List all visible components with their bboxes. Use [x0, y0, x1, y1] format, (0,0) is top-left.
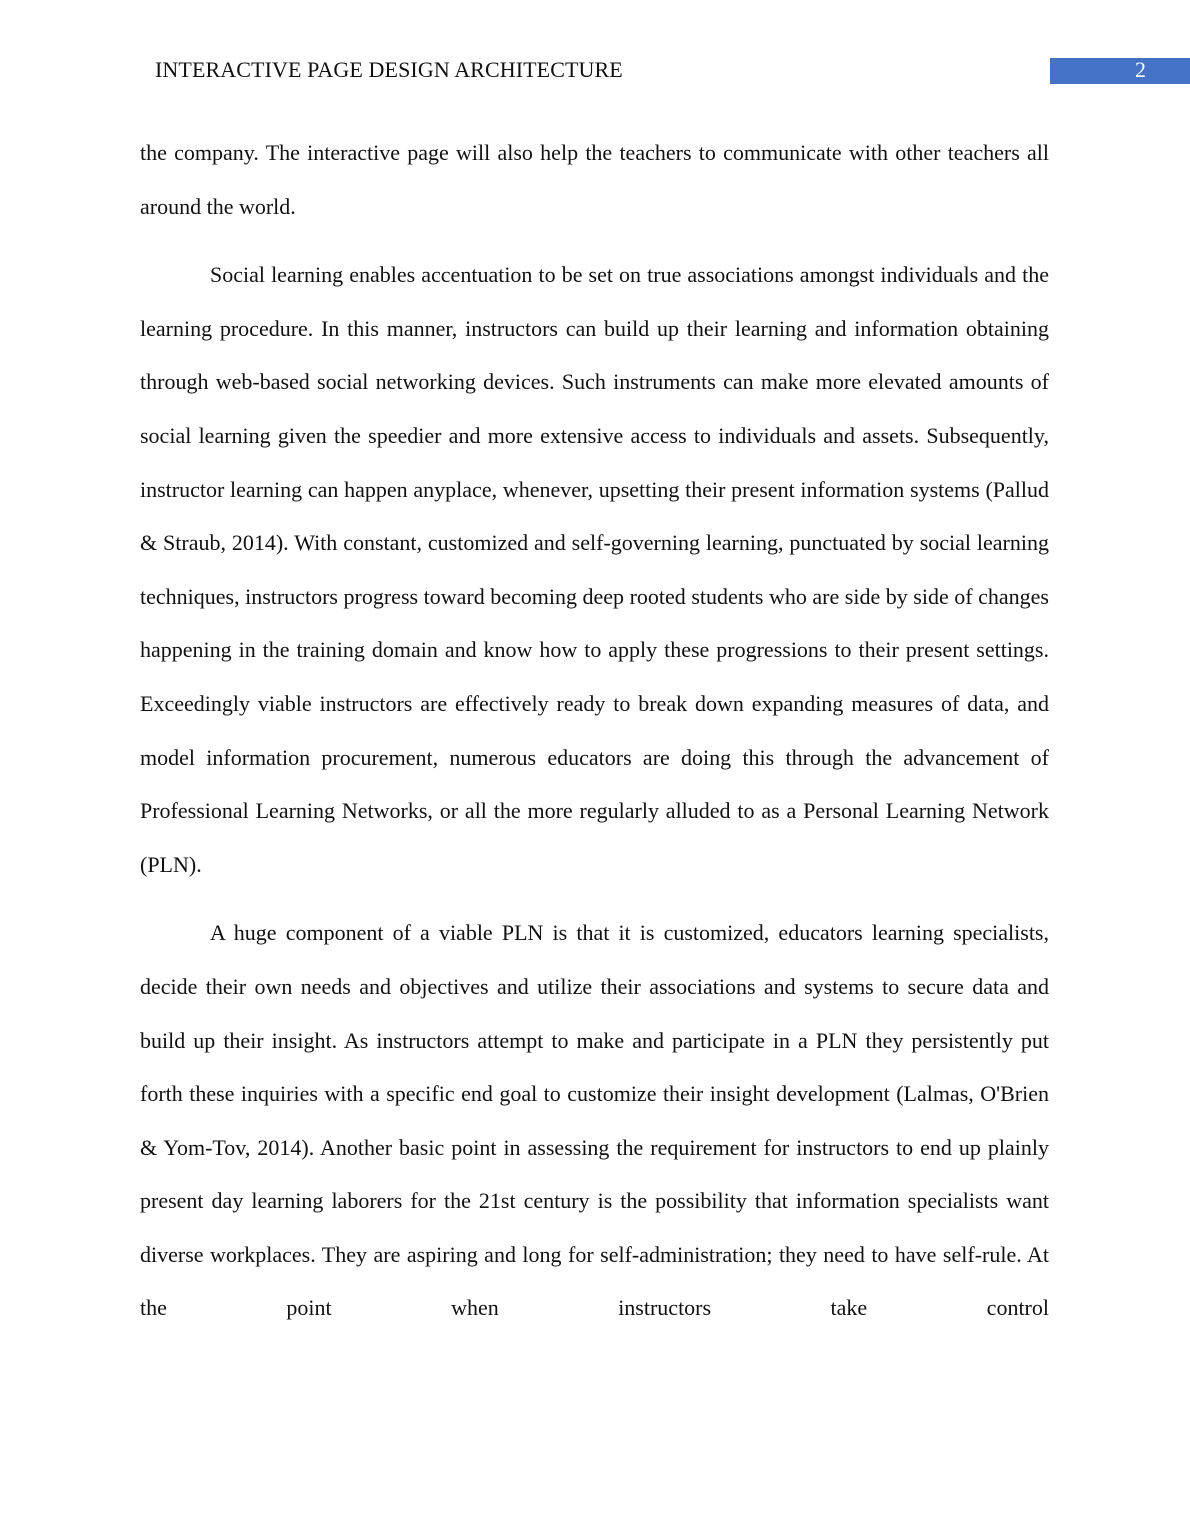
body-text	[140, 126, 1049, 1350]
paragraph-pln-component: A huge component of a viable PLN is that it is customized, educators learning specialists, decide their own needs and objectives and utilize their associations and systems to secure data and build up their insight. As instructors attempt to make and participate in a PLN they persistently put forth these inquiries with a specific end goal to customize their insight development (Lalmas, O'Brien & Yom-Tov, 2014). Another basic point in assessing the requirement for instructors to end up plainly present day learning laborers for the 21st century is the possibility that information specialists want diverse workplaces. They are aspiring and long for self-administration; they need to have self-rule. At the point when instructors take control	[140, 920, 1049, 1321]
paragraph-continuation: the company. The interactive page will also help the teachers to communicate with other teachers all around the world.	[140, 140, 1049, 219]
paragraph-social-learning: Social learning enables accentuation to be set on true associations amongst individuals and the learning procedure. In this manner, instructors can build up their learning and information obtaining through web-based social networking devices. Such instruments can make more elevated amounts of social learning given the speedier and more extensive access to individuals and assets. Subsequently, instructor learning can happen anyplace, whenever, upsetting their present information systems (Pallud & Straub, 2014). With constant, customized and self-governing learning, punctuated by social learning techniques, instructors progress toward becoming deep rooted students who are side by side of changes happening in the training domain and know how to apply these progressions to their present settings. Exceedingly viable instructors are effectively ready to break down expanding measures of data, and model information procurement, numerous educators are doing this through the advancement of Professional Learning Networks, or all the more regularly alluded to as a Personal Learning Network (PLN).	[140, 262, 1049, 877]
running-head-title: INTERACTIVE PAGE DESIGN ARCHITECTURE	[155, 57, 623, 82]
page-number: 2	[1135, 57, 1146, 82]
page-number-badge	[1050, 58, 1190, 84]
